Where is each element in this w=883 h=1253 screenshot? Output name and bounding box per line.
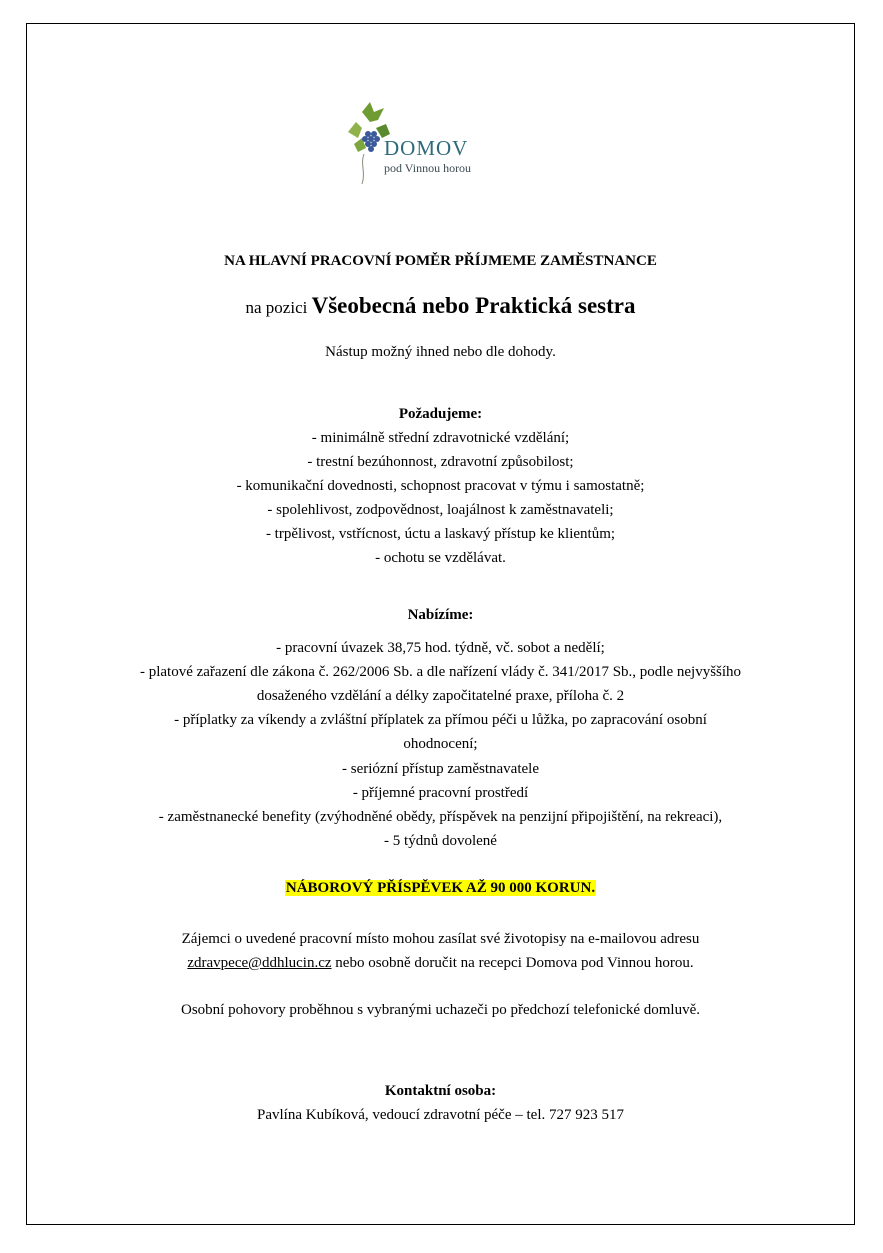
requirement-item: - spolehlivost, zodpovědnost, loajálnost k zaměstnavateli;: [267, 502, 614, 518]
interviews-note: Osobní pohovory proběhnou s vybranými uchazeči po předchozí telefonické domluvě.: [180, 1002, 701, 1018]
requirement-item: - trestní bezúhonnost, zdravotní způsobilost;: [307, 454, 574, 470]
offer-line: - seriózní přístup zaměstnavatele: [341, 761, 539, 777]
application-line-1: Zájemci o uvedené pracovní místo mohou zasílat své životopisy na e-mailovou adresu: [181, 931, 700, 947]
bonus-line: [26, 876, 855, 900]
logo-name: DOMOV: [384, 136, 469, 160]
requirement-item: - trpělivost, vstřícnost, úctu a laskavý přístup ke klientům;: [265, 526, 616, 542]
application-line-2-rest: nebo osobně doručit na recepci Domova pod Vinnou horou.: [331, 955, 694, 971]
offer-line: - příplatky za víkendy a zvláštní příplatek za přímou péči u lůžka, po zapracování osobní: [174, 712, 707, 728]
email-link[interactable]: zdravpece@ddhlucin.cz: [187, 955, 332, 971]
requirement-item: - minimálně střední zdravotnické vzdělání;: [311, 430, 570, 446]
offer-line: - příjemné pracovní prostředí: [352, 785, 529, 801]
offer-line: - platové zařazení dle zákona č. 262/2006 Sb. a dle nařízení vlády č. 341/2017 Sb., podle nejvyššího: [139, 664, 742, 680]
requirement-item: - komunikační dovednosti, schopnost pracovat v týmu i samostatně;: [236, 478, 645, 494]
offer-line: ohodnocení;: [403, 736, 478, 752]
vine-stem: [362, 154, 364, 184]
contact-heading: Kontaktní osoba:: [384, 1083, 497, 1099]
requirements-heading: Požadujeme:: [398, 406, 483, 422]
start-date: Nástup možný ihned nebo dle dohody.: [325, 344, 556, 360]
grape-cluster: [362, 131, 380, 152]
offer-heading: Nabízíme:: [407, 607, 474, 623]
offer-line: - pracovní úvazek 38,75 hod. týdně, vč. sobot a nedělí;: [276, 640, 605, 656]
headline: NA HLAVNÍ PRACOVNÍ POMĚR PŘÍJMEME ZAMĚSTNANCE: [224, 253, 657, 269]
offer-line: dosaženého vzdělání a délky započitatelné praxe, příloha č. 2: [256, 688, 625, 704]
position-prefix: na pozici: [245, 298, 312, 317]
logo-subtitle: pod Vinnou horou: [384, 161, 472, 175]
bonus-highlight: NÁBOROVÝ PŘÍSPĚVEK AŽ 90 000 KORUN.: [285, 880, 596, 896]
position-title: Všeobecná nebo Praktická sestra: [311, 293, 636, 318]
contact-person: Pavlína Kubíková, vedoucí zdravotní péče – tel. 727 923 517: [257, 1107, 624, 1123]
requirement-item: - ochotu se vzdělávat.: [375, 550, 506, 566]
offer-line: - zaměstnanecké benefity (zvýhodněné obědy, příspěvek na penzijní připojištění, na rekreaci),: [158, 809, 723, 825]
position-line: [26, 292, 855, 322]
offer-line: - 5 týdnů dovolené: [384, 833, 497, 849]
application-line-2: [26, 951, 855, 975]
